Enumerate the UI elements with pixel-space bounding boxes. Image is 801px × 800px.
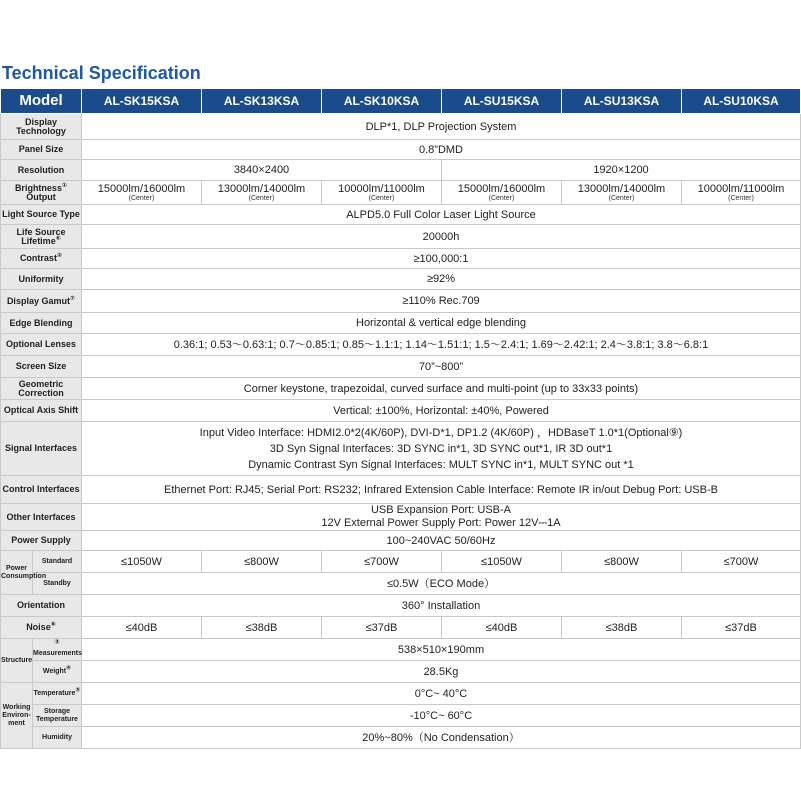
storage-label xyxy=(33,705,82,727)
env-label-2: Environ- xyxy=(2,711,31,719)
note-marker: ④ xyxy=(66,665,72,672)
geometric-label-2: Correction xyxy=(18,387,64,398)
standby-label: Standby xyxy=(33,573,82,595)
row-label: Power Supply xyxy=(1,531,82,551)
row-other-interfaces xyxy=(1,504,801,531)
row-env-temperature xyxy=(1,683,801,705)
measurements-label xyxy=(33,639,82,661)
contrast-label: Contrast xyxy=(19,253,57,263)
row-contrast xyxy=(1,249,801,269)
row-value xyxy=(82,422,801,476)
center-note: (Center) xyxy=(368,195,395,202)
row-power-standard xyxy=(1,551,801,573)
row-structure-weight xyxy=(1,661,801,683)
brightness-value: 13000lm/14000lm xyxy=(577,183,666,195)
resolution-su: 1920×1200 xyxy=(442,160,801,181)
humidity-label: Humidity xyxy=(33,727,82,749)
note-marker: ⑦ xyxy=(69,295,76,302)
brightness-label: Brightness xyxy=(14,182,62,193)
gamut-label: Display Gamut xyxy=(6,295,70,306)
brightness-value: 10000lm/11000lm xyxy=(338,183,425,195)
standby-value: ≤0.5W（ECO Mode） xyxy=(82,573,801,595)
brightness-cell xyxy=(202,181,322,205)
resolution-sk: 3840×2400 xyxy=(82,160,442,181)
row-value: Ethernet Port: RJ45; Serial Port: RS232; Infrared Extension Cable Interface: Remote IR in/out Debug Port: USB-B xyxy=(82,476,801,504)
row-value: ≥110% Rec.709 xyxy=(82,290,801,313)
model-name: AL-SU13KSA xyxy=(562,89,682,114)
brightness-cell xyxy=(322,181,442,205)
note-marker: ① xyxy=(61,182,68,189)
row-screen-size xyxy=(1,356,801,378)
brightness-cell xyxy=(562,181,682,205)
row-value: DLP*1, DLP Projection System xyxy=(82,114,801,140)
power-standard-value: ≤800W xyxy=(562,551,682,573)
weight-label xyxy=(33,661,82,683)
row-structure-measurements xyxy=(1,639,801,661)
row-value: Vertical: ±100%, Horizontal: ±40%, Powered xyxy=(82,400,801,422)
signal-line: Dynamic Contrast Syn Signal Interfaces: MULT SYNC in*1, MULT SYNC out *1 xyxy=(248,458,634,471)
model-name: AL-SU10KSA xyxy=(682,89,801,114)
power-standard-value: ≤800W xyxy=(202,551,322,573)
note-marker: ⑤ xyxy=(75,687,81,694)
weight-text: Weight xyxy=(42,667,67,675)
storage-text-2: Temperature xyxy=(36,715,78,723)
model-name: AL-SK15KSA xyxy=(82,89,202,114)
center-note: (Center) xyxy=(248,195,275,202)
row-display-technology xyxy=(1,114,801,140)
row-label xyxy=(1,617,82,639)
row-value: ≥100,000:1 xyxy=(82,249,801,269)
note-marker: ③ xyxy=(54,639,60,646)
row-geometric-correction xyxy=(1,378,801,400)
row-brightness xyxy=(1,181,801,205)
env-label-3: ment xyxy=(8,719,25,727)
weight-value: 28.5Kg xyxy=(82,661,801,683)
life-source-label: Life Source xyxy=(16,226,66,237)
row-label: Light Source Type xyxy=(1,205,82,225)
brightness-value: 15000lm/16000lm xyxy=(97,183,186,195)
row-label: Edge Blending xyxy=(1,313,82,334)
noise-value: ≤37dB xyxy=(322,617,442,639)
row-value: 100~240VAC 50/60Hz xyxy=(82,531,801,551)
row-light-source-type xyxy=(1,205,801,225)
row-value: ≥92% xyxy=(82,269,801,290)
row-label xyxy=(1,249,82,269)
noise-value: ≤40dB xyxy=(82,617,202,639)
brightness-label-2: Output xyxy=(26,191,56,202)
life-source-label-2: Lifetime xyxy=(21,235,56,246)
humidity-value: 20%~80%（No Condensation） xyxy=(82,727,801,749)
signal-line: 3D Syn Signal Interfaces: 3D SYNC in*1, 3D SYNC out*1, IR 3D out*1 xyxy=(269,442,613,455)
measurements-text: Measurements xyxy=(33,649,83,657)
row-label: Other Interfaces xyxy=(1,504,82,531)
noise-value: ≤38dB xyxy=(562,617,682,639)
center-note: (Center) xyxy=(488,195,515,202)
note-marker: ② xyxy=(56,253,63,259)
row-value: 360° Installation xyxy=(82,595,801,617)
brightness-value: 13000lm/14000lm xyxy=(217,183,306,195)
row-label xyxy=(1,290,82,313)
temperature-value: 0°C~ 40°C xyxy=(82,683,801,705)
temperature-text: Temperature xyxy=(33,689,76,697)
page-title: Technical Specification xyxy=(2,63,201,83)
row-label: Orientation xyxy=(1,595,82,617)
row-label: Optional Lenses xyxy=(1,334,82,356)
row-power-standby xyxy=(1,573,801,595)
noise-label: Noise xyxy=(26,622,51,632)
standard-label: Standard xyxy=(33,551,82,573)
brightness-value: 10000lm/11000lm xyxy=(697,183,785,195)
brightness-value: 15000lm/16000lm xyxy=(457,183,546,195)
row-label xyxy=(1,225,82,249)
row-label: Control Interfaces xyxy=(1,476,82,504)
note-marker: ⑥ xyxy=(55,235,61,242)
brightness-cell xyxy=(82,181,202,205)
row-label: Screen Size xyxy=(1,356,82,378)
power-standard-value: ≤1050W xyxy=(442,551,562,573)
power-consumption-label xyxy=(1,551,47,595)
storage-value: -10°C~ 60°C xyxy=(82,705,801,727)
row-value: 20000h xyxy=(82,225,801,249)
row-edge-blending xyxy=(1,313,801,334)
power-standard-value: ≤700W xyxy=(682,551,801,573)
row-value: 0.36:1; 0.53～0.63:1; 0.7～0.85:1; 0.85～1.1:1; 1.14～1.51:1; 1.5～2.4:1; 1.69～2.42:1; 2.4～3.8:1; 3.8～6.8:1 xyxy=(82,334,801,356)
power-label-2: Consumption xyxy=(1,572,47,580)
row-value: 70”~800” xyxy=(82,356,801,378)
row-signal-interfaces xyxy=(1,422,801,476)
env-label: Working xyxy=(2,703,31,711)
row-power-supply xyxy=(1,531,801,551)
row-label: Signal Interfaces xyxy=(1,422,82,476)
row-optional-lenses xyxy=(1,334,801,356)
row-control-interfaces xyxy=(1,476,801,504)
row-orientation xyxy=(1,595,801,617)
note-marker: ⑧ xyxy=(50,622,56,628)
row-env-humidity xyxy=(1,727,801,749)
center-note: (Center) xyxy=(608,195,635,202)
row-value: Corner keystone, trapezoidal, curved surface and multi-point (up to 33x33 points) xyxy=(82,378,801,400)
model-header: Model xyxy=(1,89,82,114)
row-panel-size xyxy=(1,140,801,160)
model-name: AL-SK10KSA xyxy=(322,89,442,114)
row-label: Panel Size xyxy=(1,140,82,160)
storage-text: Storage xyxy=(43,707,71,715)
measurements-value: 538×510×190mm xyxy=(82,639,801,661)
row-noise xyxy=(1,617,801,639)
brightness-cell xyxy=(442,181,562,205)
working-environment-label xyxy=(1,683,33,749)
row-label: Optical Axis Shift xyxy=(1,400,82,422)
temperature-label xyxy=(33,683,82,705)
center-note: (Center) xyxy=(728,195,754,202)
spec-table xyxy=(0,88,801,749)
row-resolution xyxy=(1,160,801,181)
row-label: Uniformity xyxy=(1,269,82,290)
power-standard-value: ≤700W xyxy=(322,551,442,573)
other-line: 12V External Power Supply Port: Power 12V⎓1A xyxy=(321,517,561,529)
row-label: Resolution xyxy=(1,160,82,181)
noise-value: ≤40dB xyxy=(442,617,562,639)
noise-value: ≤38dB xyxy=(202,617,322,639)
row-optical-axis-shift xyxy=(1,400,801,422)
model-name: AL-SU15KSA xyxy=(442,89,562,114)
other-line: USB Expansion Port: USB-A xyxy=(370,504,511,516)
model-name: AL-SK13KSA xyxy=(202,89,322,114)
row-value: ALPD5.0 Full Color Laser Light Source xyxy=(82,205,801,225)
structure-label: Structure xyxy=(1,639,33,683)
noise-value: ≤37dB xyxy=(682,617,801,639)
header-row xyxy=(1,89,801,114)
row-label: Display Technology xyxy=(1,114,82,140)
row-env-storage xyxy=(1,705,801,727)
row-value xyxy=(82,504,801,531)
center-note: (Center) xyxy=(128,195,155,202)
geometric-label: Geometric xyxy=(18,378,64,389)
signal-line: Input Video Interface: HDMI2.0*2(4K/60P), DVI-D*1, DP1.2 (4K/60P) ，HDBaseT 1.0*1(Optional⑨) xyxy=(199,426,683,439)
brightness-cell xyxy=(682,181,801,205)
row-display-gamut xyxy=(1,290,801,313)
power-standard-value: ≤1050W xyxy=(82,551,202,573)
row-value: Horizontal & vertical edge blending xyxy=(82,313,801,334)
row-life-source xyxy=(1,225,801,249)
row-label xyxy=(1,378,82,400)
row-value: 0.8”DMD xyxy=(82,140,801,160)
row-uniformity xyxy=(1,269,801,290)
power-label: Power xyxy=(5,564,27,572)
row-label xyxy=(1,181,82,205)
